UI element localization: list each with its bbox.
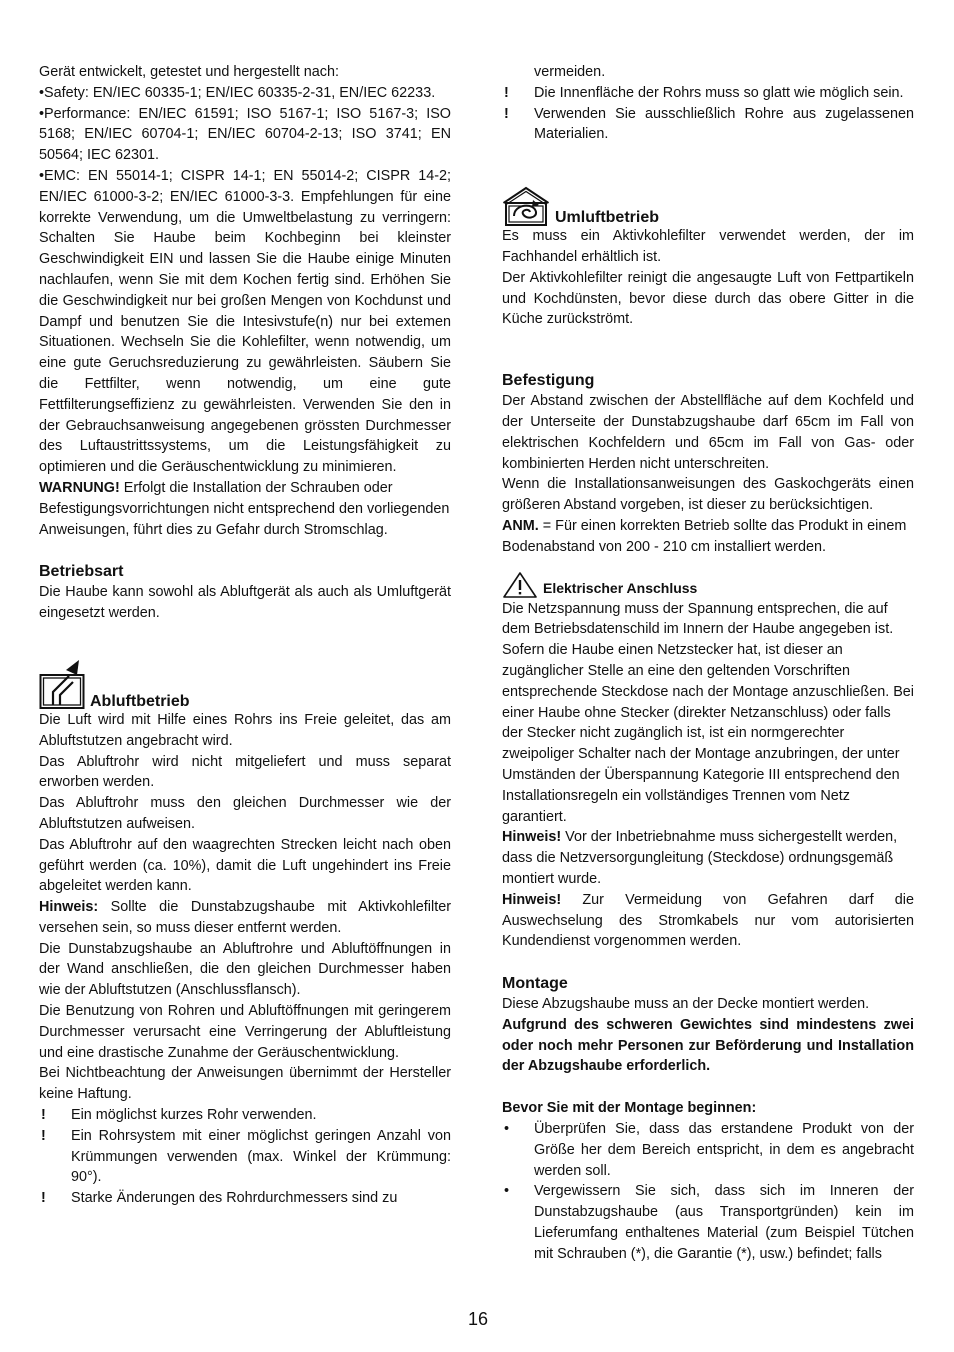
- elektro-heading-row: [502, 571, 914, 599]
- pipe-bullet: ! Die Innenfläche der Rohrs muss so glatt wie möglich sein.: [504, 84, 904, 101]
- abluft-bullet: ! Starke Änderungen des Rohrdurchmessers sind zu: [41, 1190, 398, 1207]
- abluft-p1: Die Luft wird mit Hilfe eines Rohrs ins Freie geleitet, das am Abluftstutzen angebracht wird.: [39, 711, 451, 749]
- abluft-p3: Das Abluftrohr muss den gleichen Durchmesser wie der Abluftstutzen aufweisen.: [39, 795, 451, 832]
- hint-text: Vor der Inbetriebnahme muss sichergestellt werden, dass die Netzversorgungleitung (Steckdose) ordnungsgemäß montiert wurde.: [502, 829, 898, 887]
- elektro-hint-2: [502, 890, 914, 952]
- abluft-p2: Das Abluftrohr wird nicht mitgeliefert und muss separat erworben werden.: [39, 753, 451, 791]
- hint-text: Sollte die Dunstabzugshaube mit Aktivkohlefilter versehen sein, so muss dieser entfernt werden.: [39, 899, 451, 936]
- abluft-icon: [39, 658, 85, 710]
- hint-text: Zur Vermeidung von Gefahren darf die Auswechselung des Stromkabels nur vom autorisierten Kundendienst vorgenommen werden.: [502, 891, 914, 950]
- elektro-p1: Die Netzspannung muss der Spannung entsprechen, die auf dem Betriebsdatenschild im Innern der Haube angegeben ist. Sofern die Haube einen Netzstecker hat, ist dieser an zugänglicher Stelle an eine den geltenden Vorschriften entsprechende Steckdose nach der Montage anzuschließen. Bei einer Haube ohne Stecker (direkter Netzanschluss) oder falls der Stecker nicht zugänglich ist, ist ein normgerechter zweipoliger Schalter nach der Montage anzubringen, der unter Umständen der Überspannung Kategorie III entsprechend den Installationsregeln ein vollständiges Trennen vom Netz garantiert.: [502, 600, 914, 825]
- before-montage-heading: Bevor Sie mit der Montage beginnen:: [502, 1100, 757, 1117]
- page-number: 16: [467, 1309, 489, 1329]
- warning-triangle-icon: [502, 571, 538, 599]
- elektro-heading: Elektrischer Anschluss: [543, 579, 698, 596]
- abluft-p4: Das Abluftrohr auf den waagrechten Strecken leicht nach oben geführt werden (ca. 10%), damit die Luft ungehindert ins Freie abgeleitet werden kann.: [39, 836, 451, 895]
- safety-standards: •Safety: EN/IEC 60335-1; EN/IEC 60335-2-31, EN/IEC 62233.: [39, 84, 436, 101]
- montage-p1: Diese Abzugshaube muss an der Decke montiert werden.: [502, 996, 870, 1013]
- umluft-icon: [502, 186, 550, 226]
- befestigung-p1: Der Abstand zwischen der Abstellfläche auf dem Kochfeld und der Unterseite der Dunstabzugshaube darf 65cm im Fall von elektrischen Kochfeldern und 65cm im Fall von Gas- oder kombinierten Herden nicht unterschreiten.: [502, 393, 914, 472]
- betriebsart-text: Die Haube kann sowohl als Abluftgerät als auch als Umluftgerät eingesetzt werden.: [39, 584, 451, 622]
- betriebsart-heading: Betriebsart: [39, 563, 124, 581]
- hint-label: Hinweis:: [39, 899, 99, 916]
- performance-standards: •Performance: EN/IEC 61591; ISO 5167-1; ISO 5167-3; ISO 5168; EN/IEC 60704-1; EN/IEC 60704-2-13; ISO 3741; EN 50564; IEC 62301.: [39, 105, 451, 164]
- left-column: [39, 62, 451, 1209]
- anm-label: ANM.: [502, 517, 539, 534]
- montage-heading: Montage: [502, 975, 568, 993]
- abluft-p7: Bei Nichtbeachtung der Anweisungen übernimmt der Hersteller keine Haftung.: [39, 1065, 451, 1103]
- warning-paragraph: [39, 478, 451, 540]
- umluft-heading-row: [502, 186, 914, 226]
- emc-standards-and-recommendations: •EMC: EN 55014-1; CISPR 14-1; EN 55014-2; CISPR 14-2; EN/IEC 61000-3-2; EN/IEC 61000-3-3. Empfehlungen für eine korrekte Verwendung, um die Umweltbelastung zu verringern: Schalten Sie Haube beim Kochbeginn bei kleinster Geschwindigkeit EIN und lassen Sie die Haube einige Minuten nachlaufen, wenn Sie mit dem Kochen fertig sind. Erhöhen Sie die Geschwindigkeit nur bei großen Mengen von Kochdunst und Dampf und benutzen Sie die Intesivstufe(n) nur bei extemen Situationen. Wechseln Sie die Kohlefilter, wenn notwendig, um eine gute Geruchsreduzierung zu gewährleisten. Säubern Sie die Fettfilter, wenn notwendig, um eine gute Fettfilterungseffizienz zu gewährleisten. Verwenden Sie den in der Gebrauchsanweisung angegebenen grössten Durchmesser des Luftaustrittssystems, um die Leistungsfähigkeit zu optimieren und die Geräuschentwicklung zu minimieren.: [39, 167, 451, 476]
- pipe-bullet: ! Verwenden Sie ausschließlich Rohre aus zugelassenen Materialien.: [504, 105, 914, 143]
- abluft-bullet: ! Ein möglichst kurzes Rohr verwenden.: [41, 1107, 317, 1124]
- befestigung-p2: Wenn die Installationsanweisungen des Gaskochgeräts einen größeren Abstand vorgeben, ist dieser zu berücksichtigen.: [502, 476, 914, 514]
- montage-bullet: • Überprüfen Sie, dass das erstandene Produkt von der Größe her dem Bereich entspricht, in dem es angebracht werden soll.: [504, 1121, 914, 1179]
- befestigung-note: [502, 516, 914, 558]
- continued-bullet: vermeiden.: [534, 64, 606, 80]
- umluft-p1: Es muss ein Aktivkohlefilter verwendet werden, der im Fachhandel erhältlich ist.: [502, 228, 914, 265]
- abluft-p6: Die Benutzung von Rohren und Abluftöffnungen mit geringerem Durchmesser verursacht eine Verringerung der Abluftleistung und eine drastische Zunahme der Geräuschentwicklung.: [39, 1003, 451, 1061]
- hint-label: Hinweis!: [502, 891, 562, 908]
- anm-text: = Für einen korrekten Betrieb sollte das Produkt in einem Bodenabstand von 200 - 210 cm installiert werden.: [502, 517, 907, 555]
- abluft-hint: [39, 897, 451, 939]
- warning-text: Erfolgt die Installation der Schrauben oder Befestigungsvorrichtungen nicht entsprechend den vorliegenden Anweisungen, führt dies zu Gefahr durch Stromschlag.: [39, 479, 450, 538]
- intro-line: Gerät entwickelt, getestet und hergestellt nach:: [39, 64, 339, 80]
- befestigung-heading: Befestigung: [502, 372, 595, 390]
- warning-label: WARNUNG!: [39, 479, 120, 496]
- elektro-hint-1: [502, 827, 914, 889]
- abluft-p5: Die Dunstabzugshaube an Abluftrohre und Abluftöffnungen in der Wand anschließen, die den gleichen Durchmesser haben wie der Abluftstutzen (Anschlussflansch).: [39, 940, 451, 999]
- abluft-bullet: ! Ein Rohrsystem mit einer möglichst geringen Anzahl von Krümmungen verwenden (max. Winkel der Krümmung: 90°).: [41, 1127, 451, 1186]
- montage-weight-warning: Aufgrund des schweren Gewichtes sind mindestens zwei oder noch mehr Personen zur Beförderung und Installation der Abzugshaube erforderlich.: [502, 1016, 914, 1075]
- umluft-p2: Der Aktivkohlefilter reinigt die angesaugte Luft von Fettpartikeln und Kochdünsten, bevor diese durch das obere Gitter in die Küche zurückströmt.: [502, 269, 914, 328]
- umluft-heading: Umluftbetrieb: [555, 209, 659, 227]
- abluft-heading: Abluftbetrieb: [90, 692, 190, 710]
- hint-label: Hinweis!: [502, 829, 562, 846]
- right-column: [502, 62, 914, 1265]
- montage-bullet: • Vergewissern Sie sich, dass sich im Inneren der Dunstabzugshaube (aus Transportgründen) kein im Lieferumfang enthaltenes Material (zum Beispiel Tütchen mit Schrauben (*), die Garantie (*), usw.) befindet; falls: [504, 1183, 914, 1262]
- abluft-heading-row: [39, 658, 451, 710]
